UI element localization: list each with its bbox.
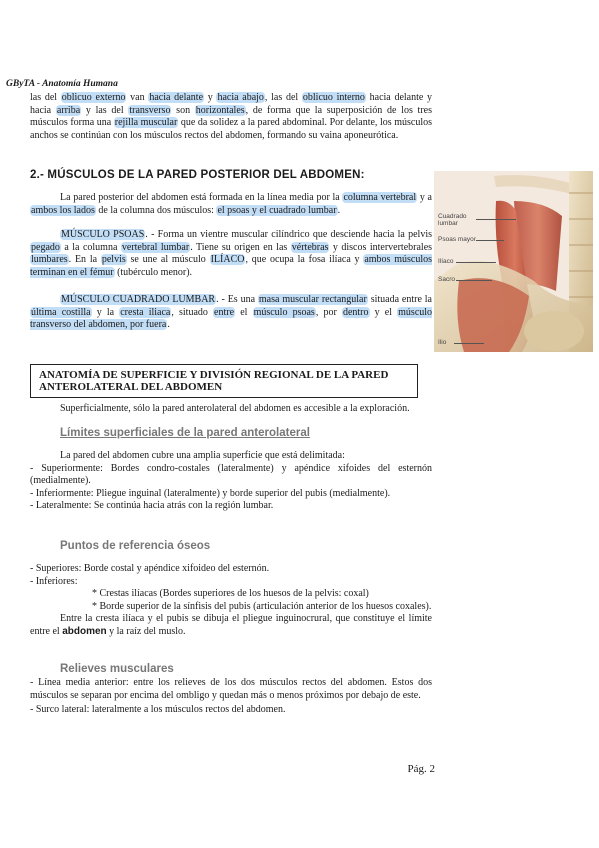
relief-line: - Surco lateral: lateralmente a los músculos rectos del abdomen. [30, 704, 286, 715]
highlighted-text: transverso [129, 104, 171, 116]
highlighted-text: vértebras [291, 241, 329, 253]
figure-leader-line [456, 262, 496, 263]
text-run: a la columna [60, 241, 121, 253]
figure-leader-line [456, 280, 492, 281]
running-header: GByTA - Anatomía Humana [6, 79, 118, 89]
highlighted-text: última costilla [31, 306, 91, 318]
limits-line: La pared del abdomen cubre una amplia superficie que está delimitada: [60, 450, 345, 461]
text-run: y el [369, 306, 398, 318]
posterior-abdominal-wall-figure [434, 171, 593, 352]
psoas-paragraph [30, 229, 432, 279]
highlighted-text: dentro [342, 306, 369, 318]
landmark-line: - Inferiores: [30, 575, 78, 587]
landmark-final-paragraph [30, 613, 432, 638]
text-run: . En la [68, 254, 101, 265]
text-run: , las del [264, 92, 302, 103]
landmark-line: * Borde superior de la sínfisis del pubis (articulación anterior de los huesos coxales). [92, 600, 432, 612]
highlighted-text: ambos músculos terminan en el fémur [30, 254, 433, 278]
highlighted-text: hacia delante [149, 92, 204, 103]
text-run: y a [417, 192, 432, 203]
highlighted-text: músculo transverso del abdomen, por fuera [30, 306, 433, 330]
text-run: . - Forma un vientre muscular cilíndrico que desciende hacia la pelvis [145, 229, 432, 240]
text-run: y discos intervertebrales [329, 241, 433, 253]
posterior-wall-paragraph [30, 192, 432, 217]
text-run: (tubérculo menor). [114, 266, 193, 278]
landmark-line: - Superiores: Borde costal y apéndice xifoideo del esternón. [30, 563, 270, 574]
highlighted-text: cresta iliaca [120, 306, 171, 318]
text-run: van [126, 92, 149, 103]
subsection-limits-title: Límites superficiales de la pared anterolateral [60, 427, 310, 439]
highlighted-text: rejilla muscular [114, 117, 178, 128]
highlighted-text: MÚSCULO CUADRADO LUMBAR [61, 294, 216, 305]
highlighted-text: oblicuo externo [61, 92, 126, 103]
relief-line: - Línea media anterior: entre los relieves de los dos músculos rectos del abdomen. Estos dos músculos se separan por encima del ombligo y quedan más o menos próximos por debajo de este. [30, 677, 432, 701]
text-run: . Tiene su origen en las [190, 241, 291, 253]
figure-label-iliaco: Ilíaco [438, 258, 454, 265]
text-run: y la raíz del muslo. [106, 625, 186, 637]
highlighted-text: ambos los lados [31, 204, 95, 216]
limits-block [30, 450, 432, 513]
text-run: se une al músculo [126, 254, 210, 265]
text-run: , por [315, 306, 342, 318]
highlighted-text: MÚSCULO PSOAS [61, 229, 145, 240]
text-run: La pared posterior del abdomen está formada en la línea media por la [60, 192, 343, 203]
figure-label-sacro: Sacro [438, 276, 455, 283]
highlighted-text: ILÍACO [210, 254, 245, 265]
highlighted-text: oblicuo interno [302, 92, 365, 103]
highlighted-text: pegado [31, 241, 60, 253]
figure-label-quadrado-lumbar: Cuadrado lumbar [438, 213, 467, 227]
muscle-reliefs-block [30, 677, 432, 717]
highlighted-text: arriba [56, 104, 81, 116]
highlighted-text: columna vertebral [343, 192, 417, 203]
text-run: el [235, 306, 253, 318]
figure-label-psoas-mayor: Psoas mayor [438, 236, 476, 243]
highlighted-text: lumbares [31, 254, 68, 265]
text-run: hacia delante y hacia [30, 92, 433, 116]
highlighted-text: hacia abajo [217, 92, 264, 103]
surface-intro: Superficialmente, sólo la pared anterolateral del abdomen es accesible a la exploración. [60, 403, 410, 414]
text-run: situada entre la [367, 294, 432, 305]
limits-line: - Superiormente: Bordes condro-costales (lateralmente) y apéndice xifoides del esternón (medialmente). [30, 462, 432, 486]
surface-anatomy-title-box: ANATOMÍA DE SUPERFICIE Y DIVISIÓN REGIONAL DE LA PARED ANTEROLATERAL DEL ABDOMEN [30, 364, 418, 398]
quadratus-lumborum-paragraph [30, 294, 432, 332]
text-run: y la [91, 306, 120, 318]
text-run: , que ocupa la fosa ilíaca y [245, 254, 364, 265]
highlighted-text: vertebral lumbar [121, 241, 190, 253]
page-number: Pág. 2 [407, 763, 435, 775]
highlighted-text: el psoas y el cuadrado lumbar [217, 204, 337, 216]
text-run: , situado [171, 306, 214, 318]
subsection-muscle-reliefs-title: Relieves musculares [60, 663, 174, 675]
text-run: . [337, 204, 341, 216]
text-run: , de forma que la superposición de los tres músculos forma una [30, 104, 432, 128]
highlighted-text: músculo psoas [253, 306, 315, 318]
highlighted-text: masa muscular rectangular [258, 294, 367, 305]
section-2-title: 2.- MÚSCULOS DE LA PARED POSTERIOR DEL ABDOMEN: [30, 169, 365, 181]
figure-leader-line [476, 219, 516, 220]
bony-landmarks-block [30, 563, 432, 638]
figure-leader-line [476, 240, 504, 241]
text-run: de la columna dos músculos: [95, 204, 217, 216]
figure-label-bottom: Ilio [438, 339, 447, 346]
landmark-line: * Crestas ilíacas (Bordes superiores de los huesos de la pelvis: coxal) [92, 588, 369, 599]
text-run: y las del [81, 104, 129, 116]
text-run: . [167, 319, 170, 330]
highlighted-text: pelvis [101, 254, 126, 265]
text-run: son [171, 104, 195, 116]
text-run: que da solidez a la pared abdominal. Por delante, los músculos anchos se continúan con los músculos rectos del abdomen, formando su vaina aponeurótica. [30, 117, 432, 141]
text-run: . - Es una [216, 294, 258, 305]
bold-text: abdomen [62, 625, 107, 637]
text-run: las del [30, 92, 61, 103]
text-run: y [204, 92, 217, 103]
figure-leader-line [454, 343, 484, 344]
intro-paragraph [30, 92, 432, 142]
limits-line: - Lateralmente: Se continúa hacia atrás con la región lumbar. [30, 500, 274, 511]
text-run: Entre la cresta ilíaca y el pubis se dibuja el pliegue inguinocrural, que constituye el límite entre el [30, 613, 432, 637]
highlighted-text: horizontales [195, 104, 245, 116]
limits-line: - Inferiormente: Pliegue inguinal (lateralmente) y borde superior del pubis (medialmente). [30, 487, 391, 499]
highlighted-text: entre [214, 306, 235, 318]
subsection-bony-landmarks-title: Puntos de referencia óseos [60, 540, 211, 552]
